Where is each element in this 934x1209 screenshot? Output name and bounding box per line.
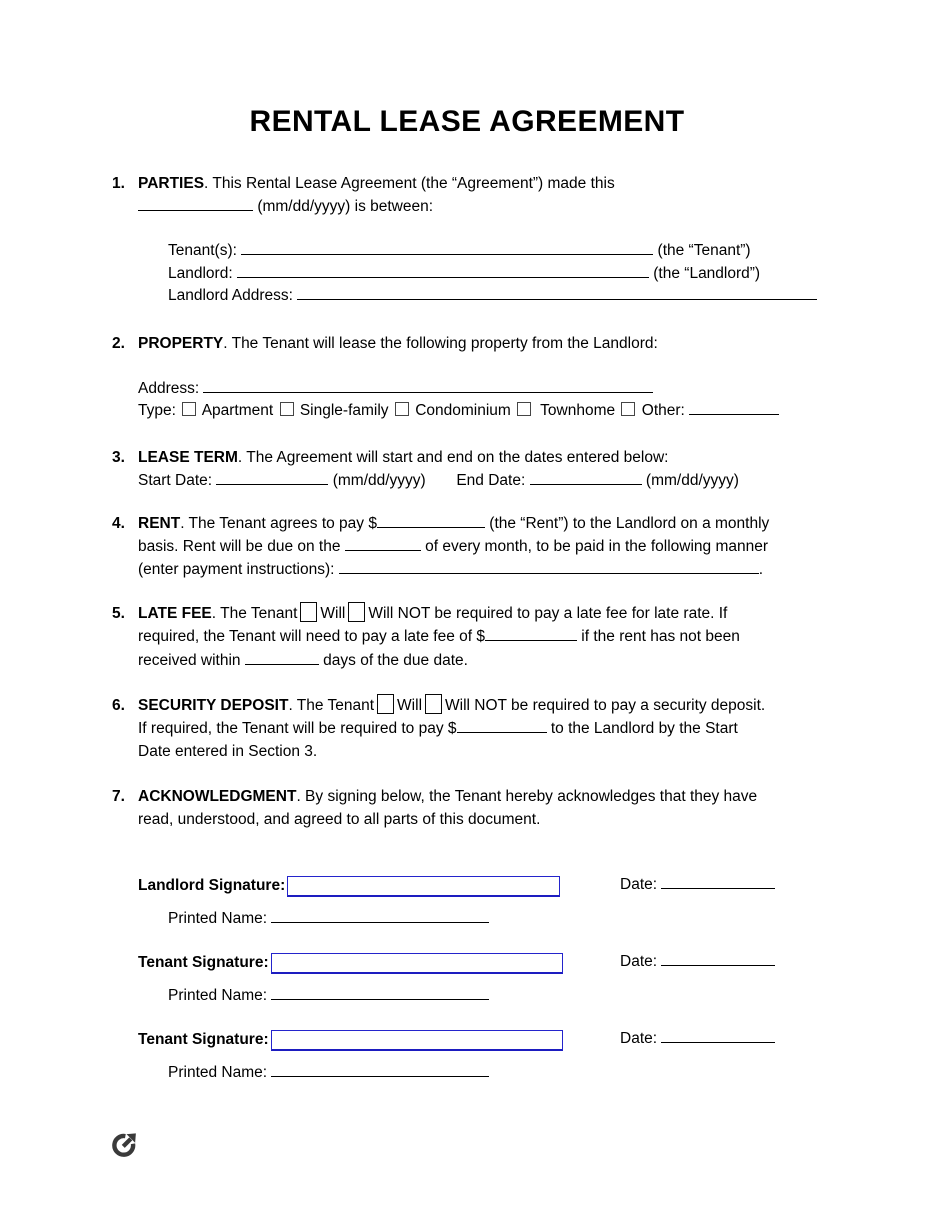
will-not-label: Will NOT <box>368 604 431 622</box>
section-heading: LATE FEE <box>138 604 212 622</box>
section-text: (enter payment instructions): <box>138 560 335 578</box>
will-label: Will <box>320 604 346 622</box>
other-checkbox[interactable] <box>621 402 635 416</box>
late-fee-will-not-checkbox[interactable] <box>348 602 365 622</box>
tenant-signature-row-2 <box>138 1027 934 1053</box>
landlord-signature-row <box>138 873 934 899</box>
property-address-label: Address: <box>138 379 200 397</box>
tenant-date-blank-1 <box>661 952 775 966</box>
section-text: . The Agreement will start and end on the dates entered below: <box>237 448 669 466</box>
tenant-line <box>168 240 844 263</box>
tenant-signature-label: Tenant Signature: <box>138 1031 269 1048</box>
printed-name-label: Printed Name: <box>168 1064 268 1081</box>
late-fee-amount-blank <box>485 627 577 641</box>
will-label: Will <box>397 697 423 714</box>
section-text: If required, the Tenant will be required to pay $ <box>138 720 457 737</box>
section-text: . The Tenant will lease the following property from the Landlord: <box>223 334 658 352</box>
property-type-line <box>138 400 844 423</box>
property-address-line <box>138 378 844 401</box>
section-text: be required to pay a late fee for late rate. If <box>434 604 728 622</box>
date-label: Date: <box>620 1030 658 1047</box>
section-heading: SECURITY DEPOSIT <box>138 697 289 714</box>
section-heading: ACKNOWLEDGMENT <box>138 788 297 805</box>
due-day-blank <box>345 537 421 551</box>
date-label: Date: <box>620 876 658 893</box>
section-heading: RENT <box>138 514 181 532</box>
section-property <box>112 332 844 355</box>
property-fields <box>138 378 844 423</box>
other-type-blank <box>689 401 779 415</box>
tenant-signature-input-1[interactable] <box>271 953 563 974</box>
condominium-checkbox[interactable] <box>395 402 409 416</box>
rent-amount-blank <box>377 514 485 528</box>
deposit-will-not-checkbox[interactable] <box>425 694 442 714</box>
single-family-option-label: Single-family <box>299 402 389 419</box>
document-title: RENTAL LEASE AGREEMENT <box>249 105 685 138</box>
tenant-suffix: (the “Tenant”) <box>657 242 751 259</box>
deposit-will-checkbox[interactable] <box>377 694 394 714</box>
landlord-printed-name-row <box>168 908 934 930</box>
section-heading: PROPERTY <box>138 334 224 352</box>
section-text: . By signing below, the Tenant hereby acknowledges that they have <box>296 788 758 805</box>
single-family-checkbox[interactable] <box>280 402 294 416</box>
landlord-name-blank <box>237 264 649 278</box>
late-fee-will-checkbox[interactable] <box>300 602 317 622</box>
section-text: of every month, to be paid in the following manner <box>425 537 769 555</box>
section-text: . The Tenant <box>211 604 298 622</box>
section-acknowledgment <box>112 785 844 831</box>
landlord-line <box>168 263 844 286</box>
apartment-checkbox[interactable] <box>182 402 196 416</box>
section-text: . This Rental Lease Agreement (the “Agreement”) made this <box>204 175 615 192</box>
section-text: days of the due date. <box>323 651 468 669</box>
section-text: (mm/dd/yyyy) is between: <box>257 198 434 215</box>
section-text: required, the Tenant will need to pay a late fee of $ <box>138 628 485 645</box>
section-number: 5. <box>112 604 125 622</box>
landlord-printed-name-blank <box>271 909 489 923</box>
start-date-blank <box>216 471 328 485</box>
tenant-printed-name-row-2 <box>168 1062 934 1084</box>
tenant-name-blank <box>241 241 653 255</box>
section-heading: PARTIES <box>138 175 205 192</box>
circular-arrow-icon <box>110 1128 140 1159</box>
section-rent <box>112 512 844 581</box>
landlord-label: Landlord: <box>168 264 233 282</box>
start-date-label: Start Date: <box>138 471 213 489</box>
section-text: basis. Rent will be due on the <box>138 537 341 555</box>
landlord-signature-input[interactable] <box>287 876 560 897</box>
landlord-signature-label: Landlord Signature: <box>138 877 286 894</box>
section-text: read, understood, and agreed to all parts of this document. <box>138 811 541 828</box>
apartment-option-label: Apartment <box>201 402 274 419</box>
section-number: 4. <box>112 514 125 532</box>
section-lease-term <box>112 446 844 492</box>
section-text: if the rent has not been <box>581 628 740 645</box>
section-text: . The Tenant <box>288 697 375 714</box>
parties-fields <box>168 240 844 308</box>
footer-logo <box>110 1128 934 1159</box>
grace-days-blank <box>245 651 319 665</box>
tenant-signature-row-1 <box>138 950 934 976</box>
start-date-format: (mm/dd/yyyy) <box>332 471 426 489</box>
tenant-printed-name-blank-1 <box>271 986 489 1000</box>
tenant-printed-name-row-1 <box>168 985 934 1007</box>
property-address-blank <box>203 379 653 393</box>
section-text: received within <box>138 651 241 669</box>
townhome-checkbox[interactable] <box>517 402 531 416</box>
printed-name-label: Printed Name: <box>168 910 268 927</box>
section-heading: LEASE TERM <box>138 448 238 466</box>
section-text: . The Tenant agrees to pay $ <box>180 514 377 532</box>
deposit-amount-blank <box>457 719 547 733</box>
section-text: Date entered in Section 3. <box>138 743 318 760</box>
date-label: Date: <box>620 953 658 970</box>
townhome-option-label: Townhome <box>540 402 616 419</box>
landlord-address-label: Landlord Address: <box>168 287 293 304</box>
tenant-printed-name-blank-2 <box>271 1063 489 1077</box>
printed-name-label: Printed Name: <box>168 987 268 1004</box>
landlord-address-blank <box>297 286 817 300</box>
landlord-date-blank <box>661 875 775 889</box>
section-text: be required to pay a security deposit. <box>511 697 766 714</box>
lease-dates-line <box>138 469 830 492</box>
tenant-signature-input-2[interactable] <box>271 1030 563 1051</box>
section-number: 6. <box>112 697 125 714</box>
section-number: 1. <box>112 175 125 192</box>
agreement-date-blank <box>138 197 253 211</box>
end-date-format: (mm/dd/yyyy) <box>645 471 739 489</box>
other-option-label: Other: <box>641 402 685 419</box>
landlord-suffix: (the “Landlord”) <box>653 264 761 282</box>
section-late-fee <box>112 602 844 673</box>
section-number: 3. <box>112 448 125 466</box>
section-parties <box>112 172 844 218</box>
payment-instructions-blank <box>339 560 759 574</box>
section-number: 7. <box>112 788 125 805</box>
landlord-address-line <box>168 285 844 308</box>
property-type-label: Type: <box>138 402 176 419</box>
section-text: (the “Rent”) to the Landlord on a monthly <box>489 514 770 532</box>
condominium-option-label: Condominium <box>415 402 511 419</box>
section-text: to the Landlord by the Start <box>550 720 738 737</box>
tenant-date-blank-2 <box>661 1029 775 1043</box>
end-date-blank <box>530 471 642 485</box>
section-number: 2. <box>112 334 125 352</box>
tenant-label: Tenant(s): <box>168 242 237 259</box>
tenant-signature-label: Tenant Signature: <box>138 954 269 971</box>
section-security-deposit <box>112 694 844 763</box>
end-date-label: End Date: <box>456 471 526 489</box>
section-text: . <box>758 560 764 578</box>
will-not-label: Will NOT <box>445 697 507 714</box>
